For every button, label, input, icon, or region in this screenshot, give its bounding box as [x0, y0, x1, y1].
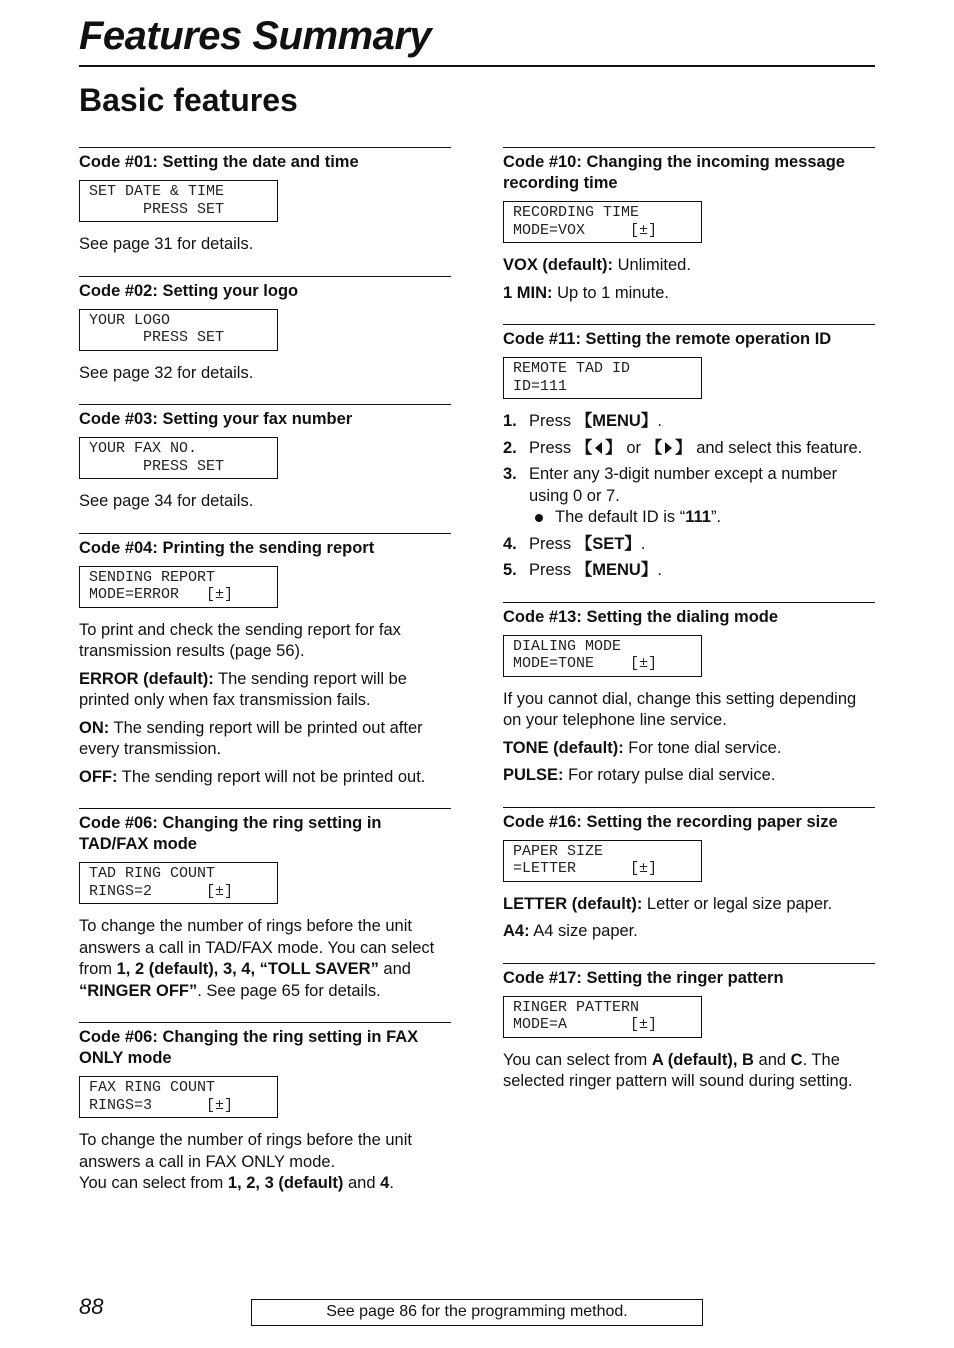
bold-text: 1 MIN: — [503, 283, 553, 302]
bold-text: ERROR (default): — [79, 669, 214, 688]
feature-heading: Code #11: Setting the remote operation ID — [503, 330, 832, 348]
feature-heading: Code #06: Changing the ring setting in TAD/FAX mode — [79, 814, 382, 853]
lcd-display: RINGER PATTERN MODE=A [±] — [503, 996, 702, 1038]
bold-text: ON: — [79, 718, 110, 737]
lcd-display: FAX RING COUNT RINGS=3 [±] — [79, 1076, 278, 1118]
step-number: 3. — [503, 465, 517, 483]
feature-description: You can select from A (default), B and C. The selected ringer pattern will sound during setting. — [503, 1050, 853, 1090]
feature-heading: Code #04: Printing the sending report — [79, 538, 375, 557]
feature-description: PULSE: For rotary pulse dial service. — [503, 766, 776, 784]
feature-section — [79, 404, 451, 513]
step-note: The default ID is “111”. — [529, 507, 875, 529]
feature-heading: Code #02: Setting your logo — [79, 281, 299, 300]
feature-description: To change the number of rings before the unit answers a call in TAD/FAX mode. You can select from 1, 2 (default), 3, 4, “TOLL SAVER” and “RINGER OFF”. See page 65 for details. — [79, 917, 435, 1000]
left-column — [79, 147, 451, 1195]
footer-note: See page 86 for the programming method. — [251, 1299, 703, 1326]
title-rule — [79, 65, 875, 67]
lcd-display: PAPER SIZE =LETTER [±] — [503, 840, 702, 882]
bold-text: A (default), B — [651, 1050, 754, 1069]
feature-description: See page 31 for details. — [79, 235, 254, 253]
feature-heading: Code #03: Setting your fax number — [79, 410, 353, 428]
bold-text: 111 — [685, 508, 711, 526]
feature-description: 1 MIN: Up to 1 minute. — [503, 283, 669, 302]
feature-heading: Code #01: Setting the date and time — [79, 153, 359, 171]
left-arrow-icon — [595, 442, 602, 454]
bold-text: A4: — [503, 922, 530, 940]
bold-text: 4 — [380, 1174, 390, 1192]
feature-section — [503, 324, 875, 582]
feature-section — [79, 276, 451, 385]
step-item: 4. Press 【SET】. — [503, 534, 875, 556]
step-item: 1. Press 【MENU】. — [503, 411, 875, 433]
feature-description: To change the number of rings before the unit answers a call in FAX ONLY mode. You can select from 1, 2, 3 (default) and 4. — [79, 1131, 412, 1192]
feature-section — [79, 1022, 451, 1195]
bold-text: VOX (default): — [503, 256, 613, 274]
lcd-display: YOUR FAX NO. PRESS SET — [79, 437, 278, 479]
feature-description: TONE (default): For tone dial service. — [503, 738, 782, 757]
step-list — [503, 411, 875, 582]
feature-heading: Code #06: Changing the ring setting in FAX ONLY mode — [79, 1028, 419, 1067]
feature-description: To print and check the sending report for fax transmission results (page 56). — [79, 620, 401, 660]
bold-text: 1, 2, 3 (default) — [227, 1174, 344, 1192]
step-number: 5. — [503, 561, 517, 579]
feature-description: OFF: The sending report will not be printed out. — [79, 767, 426, 786]
feature-description: LETTER (default): Letter or legal size paper. — [503, 894, 833, 913]
feature-section — [503, 602, 875, 787]
feature-section — [503, 807, 875, 943]
feature-description: A4: A4 size paper. — [503, 922, 638, 940]
bold-text: 【 — [645, 438, 663, 457]
bold-text: OFF: — [79, 767, 118, 786]
section-title: Basic features — [79, 82, 298, 118]
lcd-display: TAD RING COUNT RINGS=2 [±] — [79, 862, 278, 904]
feature-heading: Code #13: Setting the dialing mode — [503, 607, 779, 626]
feature-description: See page 34 for details. — [79, 492, 254, 510]
feature-section — [79, 147, 451, 256]
lcd-display: RECORDING TIME MODE=VOX [±] — [503, 201, 702, 243]
lcd-display: YOUR LOGO PRESS SET — [79, 309, 278, 351]
page-number: 88 — [79, 1294, 104, 1319]
step-item: 3. Enter any 3-digit number except a number using 0 or 7. The default ID is “111”. — [503, 464, 875, 529]
right-column — [503, 147, 875, 1093]
feature-description: If you cannot dial, change this setting depending on your telephone line service. — [503, 689, 857, 729]
bold-text: 1, 2 (default), 3, 4, “TOLL SAVER” — [116, 960, 379, 978]
feature-section — [503, 963, 875, 1093]
feature-section — [79, 533, 451, 789]
page-title: Features Summary — [79, 14, 432, 58]
bold-text: TONE (default): — [503, 738, 624, 757]
step-item: 5. Press 【MENU】. — [503, 560, 875, 582]
bold-text: 】 — [605, 438, 622, 457]
bold-text: 【MENU】 — [575, 412, 658, 430]
step-number: 1. — [503, 412, 517, 430]
feature-description: ERROR (default): The sending report will be printed only when fax transmission fails. — [79, 669, 407, 709]
feature-description: See page 32 for details. — [79, 363, 254, 382]
lcd-display: REMOTE TAD ID ID=111 — [503, 357, 702, 399]
bold-text: “RINGER OFF” — [79, 981, 198, 1000]
lcd-display: SENDING REPORT MODE=ERROR [±] — [79, 566, 278, 608]
bold-text: PULSE: — [503, 766, 564, 784]
bold-text: 】 — [675, 438, 692, 457]
step-item: 2. Press 【 】 or 【 】 and select this feature. — [503, 438, 875, 460]
bold-text: LETTER (default): — [503, 894, 643, 913]
feature-section — [79, 808, 451, 1002]
feature-section — [503, 147, 875, 304]
lcd-display: DIALING MODE MODE=TONE [±] — [503, 635, 702, 677]
bold-text: 【SET】 — [575, 534, 641, 553]
right-arrow-icon — [665, 442, 672, 454]
step-number: 4. — [503, 534, 517, 553]
bold-text: 【MENU】 — [575, 561, 658, 579]
bold-text: C — [790, 1050, 803, 1069]
feature-heading: Code #10: Changing the incoming message recording time — [503, 153, 845, 192]
bullet-icon — [535, 514, 543, 522]
lcd-display: SET DATE & TIME PRESS SET — [79, 180, 278, 222]
step-number: 2. — [503, 438, 517, 457]
feature-description: ON: The sending report will be printed out after every transmission. — [79, 718, 423, 758]
feature-heading: Code #16: Setting the recording paper size — [503, 812, 838, 831]
feature-heading: Code #17: Setting the ringer pattern — [503, 968, 784, 987]
feature-description: VOX (default): Unlimited. — [503, 256, 691, 274]
bold-text: 【 — [575, 438, 593, 457]
